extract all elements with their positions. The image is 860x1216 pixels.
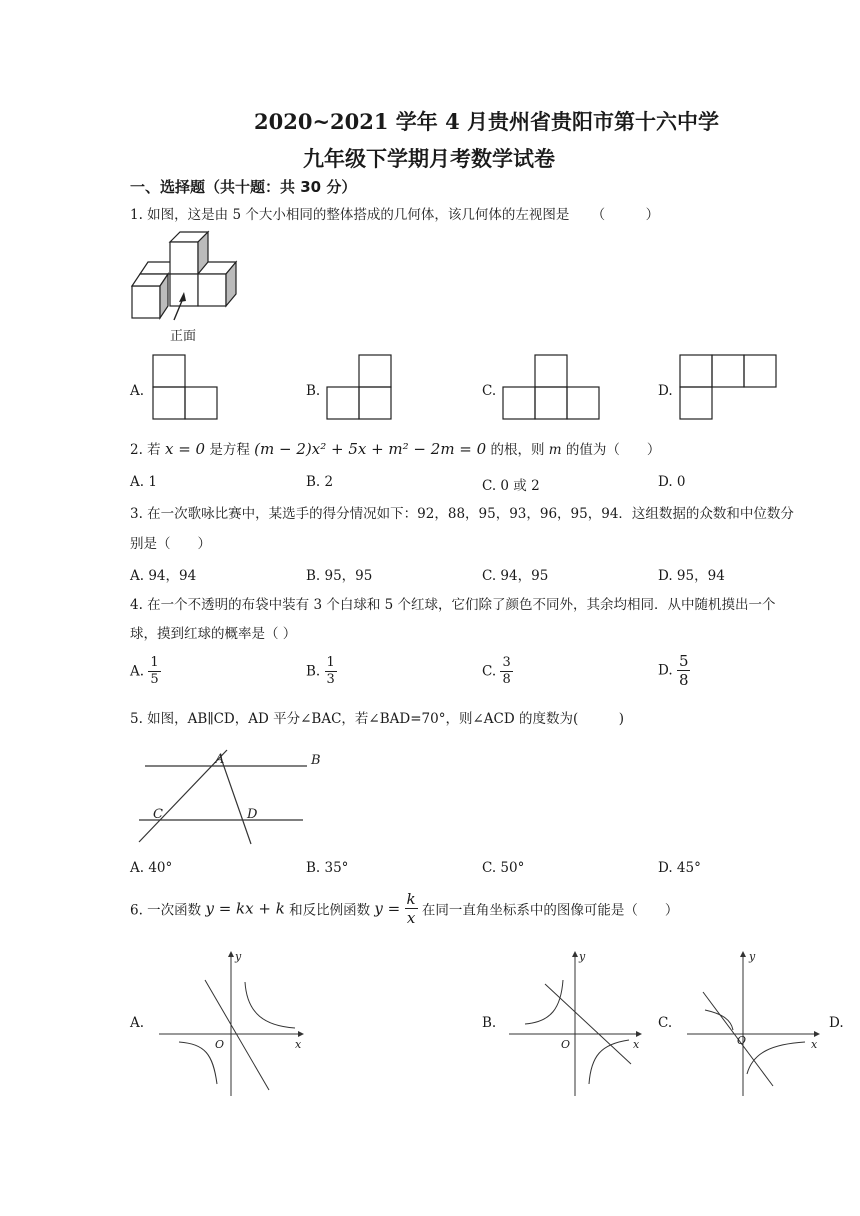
point-c-label: C: [153, 807, 163, 822]
q1-option-c-figure: [502, 354, 602, 424]
q6-option-a-label: A.: [130, 1015, 145, 1031]
question-1-text: [130, 203, 659, 223]
q5-option-c: C. 50°: [482, 860, 525, 876]
q2-condition: x = 0: [164, 440, 206, 458]
q2-equation: (m − 2)x² + 5x + m² − 2m = 0: [254, 440, 487, 458]
question-4-line-1: 4. 在一个不透明的布袋中装有 3 个白球和 5 个红球，它们除了颜色不同外，其余均相同．从中随机摸出一个: [130, 597, 776, 613]
q4-option-a: [130, 655, 161, 688]
graph-a-x-label: x: [295, 1038, 302, 1051]
q2-post: 的根，则: [490, 442, 545, 458]
graph-a-y-label: y: [235, 950, 242, 963]
graph-b-y-label: y: [579, 950, 586, 963]
q1-option-d-label: D.: [658, 383, 673, 399]
q6-option-b-label: B.: [482, 1015, 497, 1031]
q6-linear-function: y = kx + k: [205, 899, 285, 918]
q5-option-a: A. 40°: [130, 860, 173, 876]
question-1-paren: （ ）: [591, 207, 660, 223]
q6-inverse-fraction: $\frac{k}{x}$: [406, 890, 416, 927]
q1-option-c-label: C.: [482, 383, 497, 399]
q2-pre: 2. 若: [130, 442, 161, 458]
q4-option-b: [306, 655, 337, 688]
q4-option-c-fraction: $\frac{3}{8}$: [502, 655, 511, 687]
q4-option-c: [482, 655, 513, 688]
q4-option-b-fraction: $\frac{1}{3}$: [326, 655, 335, 687]
question-1-stem: 1. 如图，这是由 5 个大小相同的整体搭成的几何体，该几何体的左视图是: [130, 207, 570, 223]
q4-option-a-label: A.: [130, 663, 145, 680]
q4-option-d-label: D.: [658, 662, 673, 679]
q4-option-b-label: B.: [306, 663, 321, 680]
point-b-label: B: [311, 753, 321, 768]
q3-option-b: B. 95，95: [306, 568, 373, 584]
q1-option-b-label: B.: [306, 383, 321, 399]
q1-option-a-label: A.: [130, 383, 145, 399]
q1-option-b-figure: [326, 354, 396, 424]
title-line-2: 九年级下学期月考数学试卷: [303, 146, 555, 171]
graph-a-origin-label: O: [215, 1038, 225, 1051]
graph-b-origin-label: O: [561, 1038, 571, 1051]
graph-b-x-label: x: [633, 1038, 640, 1051]
q4-option-d-fraction: $\frac{5}{8}$: [678, 652, 689, 689]
q4-option-a-fraction: $\frac{1}{5}$: [150, 655, 159, 687]
section-heading: 一、选择题（共十题：共 30 分）: [130, 178, 357, 196]
q5-option-b: B. 35°: [306, 860, 349, 876]
q3-option-c: C. 94，95: [482, 568, 549, 584]
q6-option-d-label: D.: [829, 1015, 844, 1031]
point-d-label: D: [247, 807, 258, 822]
q2-option-a: A. 1: [130, 474, 157, 490]
q3-option-d: D. 95，94: [658, 568, 725, 584]
q2-option-c: C. 0 或 2: [482, 478, 540, 494]
q2-option-b: B. 2: [306, 474, 334, 490]
question-3-line-2: 别是（ ）: [130, 536, 211, 552]
q3-option-a: A. 94，94: [130, 568, 197, 584]
q4-option-d: [658, 652, 690, 689]
q2-mid: 是方程: [209, 442, 250, 458]
q2-post2: 的值为（ ）: [565, 442, 661, 458]
question-6-text: [130, 890, 678, 927]
q6-post: 在同一直角坐标系中的图像可能是（ ）: [421, 902, 679, 919]
q1-option-d-figure: [679, 354, 779, 424]
q5-option-d: D. 45°: [658, 860, 701, 876]
q6-inverse-lhs: y =: [374, 899, 401, 918]
graph-c-origin-label: O: [737, 1034, 747, 1047]
question-4-line-2: 球，摸到红球的概率是（ ）: [130, 626, 297, 642]
parallel-lines-figure: [135, 742, 335, 852]
cube-figure: [128, 230, 248, 350]
q6-graph-c: [683, 944, 833, 1104]
q4-option-c-label: C.: [482, 663, 497, 680]
q2-variable: m: [548, 442, 562, 458]
question-2-text: [130, 438, 660, 458]
point-a-label: A: [215, 752, 225, 767]
q1-option-a-figure: [152, 354, 222, 424]
front-label: 正面: [170, 329, 197, 344]
q6-graph-b: [505, 944, 655, 1104]
graph-c-y-label: y: [749, 950, 756, 963]
question-5-text: 5. 如图，AB∥CD，AD 平分∠BAC，若∠BAD=70°，则∠ACD 的度数为( ): [130, 711, 624, 727]
question-3-line-1: 3. 在一次歌咏比赛中，某选手的得分情况如下：92，88，95，93，96，95，94．这组数据的众数和中位数分: [130, 506, 794, 522]
q6-pre: 6. 一次函数: [130, 902, 202, 919]
q2-option-d: D. 0: [658, 474, 686, 490]
q6-graph-a: [155, 944, 315, 1104]
q6-mid: 和反比例函数: [289, 902, 371, 919]
graph-c-x-label: x: [811, 1038, 818, 1051]
q6-option-c-label: C.: [658, 1015, 673, 1031]
title-line-1: 2020~2021 学年 4 月贵州省贵阳市第十六中学: [254, 109, 720, 134]
